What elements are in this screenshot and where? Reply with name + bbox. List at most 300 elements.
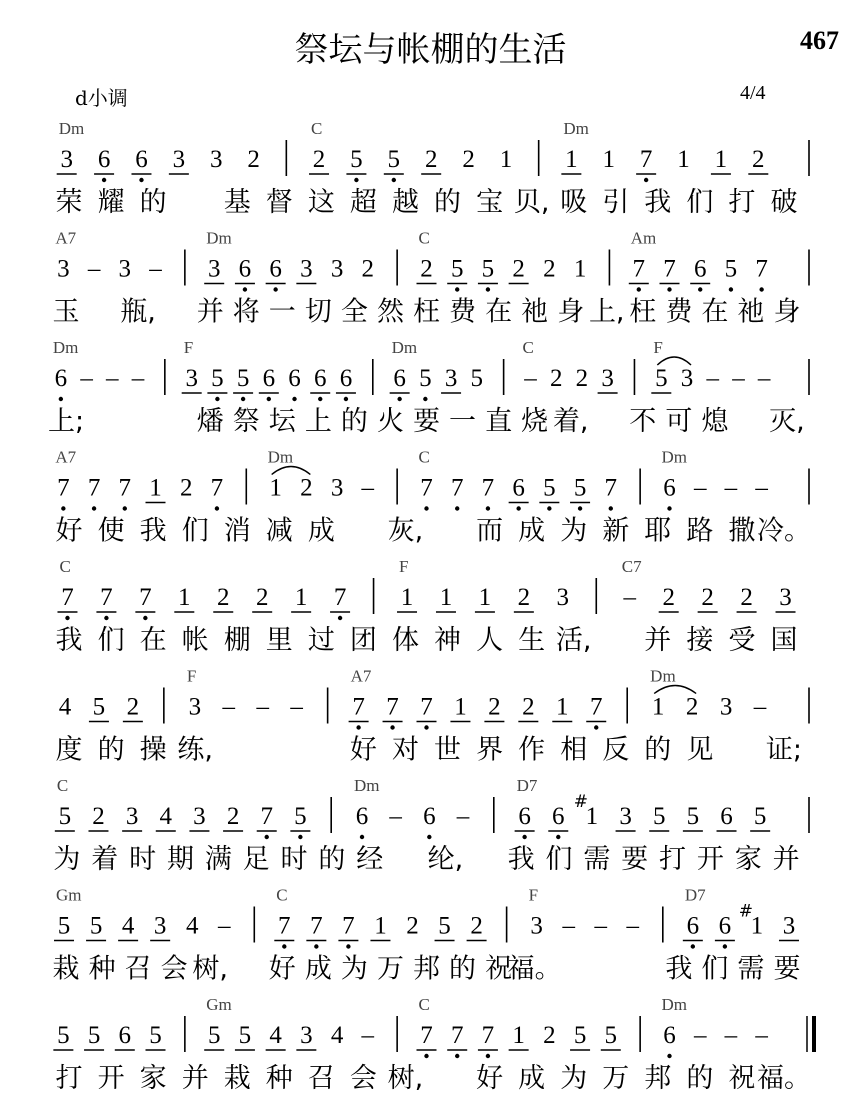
lyric-char: 见 (686, 734, 714, 766)
low-octave-dot (143, 616, 147, 620)
dash-note: – (524, 365, 537, 392)
note-digit: 5 (481, 255, 495, 283)
note-digit: 5 (149, 1022, 162, 1049)
lyric-char: 直 (485, 406, 513, 437)
hymn-number: 467 (800, 26, 839, 55)
chord-symbol: Dm (661, 995, 687, 1014)
lyric-char: 万 (602, 1063, 630, 1094)
note-digit: 2 (522, 693, 535, 721)
lyric-char: 召 (124, 953, 152, 985)
note-digit: 4 (269, 1022, 282, 1049)
note-digit: 6 (355, 803, 369, 830)
note-digit: 7 (342, 912, 355, 940)
note-digit: 2 (685, 693, 699, 721)
lyric-char: 的 (434, 187, 462, 218)
note-digit: 2 (126, 693, 140, 721)
lyric-char: 相 (560, 734, 588, 766)
note-digit: 2 (424, 146, 438, 173)
chord-symbol: F (399, 557, 409, 576)
note-digit: 2 (312, 146, 326, 173)
lyric-char: 引 (602, 187, 630, 218)
note-digit: 7 (352, 693, 365, 721)
low-octave-dot (65, 616, 69, 620)
chord-symbol: C (418, 447, 430, 467)
lyric-char: 帐 (181, 625, 209, 656)
note-digit: 6 (718, 912, 732, 940)
lyric-char: 需 (737, 953, 765, 985)
note-digit: 3 (125, 803, 139, 830)
dash-note: – (755, 1022, 768, 1049)
lyric-char: 种 (88, 953, 116, 985)
lyric-char: 枉 (629, 296, 657, 328)
chord-symbol: Dm (206, 228, 232, 248)
chord-symbol: Dm (650, 666, 676, 686)
note-digit: 2 (255, 584, 269, 611)
note-digit: 3 (172, 146, 186, 173)
note-digit: 5 (57, 912, 71, 940)
note-digit: 5 (604, 1022, 618, 1049)
lyric-char: 的 (340, 406, 368, 437)
note-digit: 7 (589, 693, 603, 721)
lyric-char: 树, (192, 953, 229, 985)
low-octave-dot (61, 506, 65, 510)
lyric-char: 而 (476, 515, 504, 547)
note-digit: 7 (210, 474, 224, 502)
note-digit: 7 (260, 803, 273, 830)
low-octave-dot (282, 944, 286, 948)
chord-symbol: Dm (563, 119, 589, 138)
lyric-char: 时 (129, 844, 157, 875)
note-digit: 7 (755, 255, 768, 283)
chord-symbol: C (59, 557, 71, 576)
slur (654, 686, 696, 694)
note-digit: 6 (97, 146, 111, 173)
lyric-char: 为 (560, 1063, 588, 1094)
low-octave-dot (318, 397, 322, 401)
lyric-char: 们 (545, 844, 573, 875)
note-digit: 6 (262, 365, 276, 392)
low-octave-dot (392, 178, 396, 182)
low-octave-dot (265, 835, 269, 839)
low-octave-dot (424, 725, 428, 729)
lyric-char: 身 (557, 296, 585, 328)
final-bar-thick (812, 1016, 816, 1052)
low-octave-dot (455, 1054, 459, 1058)
low-octave-dot (594, 725, 598, 729)
lyric-char: 家 (734, 844, 762, 875)
chord-symbol: D7 (684, 885, 706, 905)
note-digit: 5 (450, 255, 464, 283)
lyric-char: 好 (349, 734, 377, 766)
note-digit: 5 (89, 912, 103, 940)
chord-symbol: F (183, 338, 194, 357)
lyric-char: 一 (268, 296, 296, 328)
lyric-char: 活, (555, 625, 592, 656)
dash-note: – (256, 693, 269, 721)
lyric-char: 祝 (485, 953, 513, 985)
note-digit: 1 (478, 584, 492, 611)
lyric-char: 里 (265, 625, 293, 656)
dash-note: – (724, 1022, 738, 1049)
dash-note: – (87, 255, 101, 283)
lyric-char: 并 (772, 844, 800, 875)
lyric-char: 并 (181, 1063, 209, 1094)
note-digit: 3 (300, 1022, 313, 1049)
lyric-char: 祂 (737, 296, 765, 328)
lyric-char: 荣 (55, 187, 83, 218)
lyric-char: 度 (55, 734, 83, 766)
lyric-char: 在 (701, 296, 729, 328)
low-octave-dot (123, 506, 127, 510)
dash-note: – (732, 365, 745, 392)
note-digit: 7 (639, 146, 653, 173)
dash-note: – (149, 255, 162, 283)
note-digit: 3 (153, 912, 167, 940)
chord-symbol: Gm (206, 995, 232, 1014)
note-digit: 6 (269, 255, 282, 283)
low-octave-dot (522, 835, 526, 839)
dash-note: – (755, 474, 768, 502)
note-digit: 2 (179, 474, 193, 502)
dash-note: – (594, 912, 607, 940)
note-digit: 4 (330, 1022, 344, 1049)
note-digit: 2 (517, 584, 531, 611)
lyric-char: 人 (476, 625, 504, 656)
dash-note: – (757, 365, 771, 392)
low-octave-dot (516, 506, 520, 510)
low-octave-dot (292, 397, 296, 401)
key-signature: d小调 (75, 86, 128, 110)
note-digit: 1 (677, 146, 690, 173)
low-octave-dot (267, 397, 271, 401)
chord-symbol: F (186, 666, 197, 686)
low-octave-dot (486, 506, 490, 510)
note-digit: 3 (619, 803, 632, 830)
note-digit: 6 (663, 1022, 676, 1049)
lyric-char: 需 (583, 844, 611, 875)
note-digit: 3 (57, 255, 70, 283)
note-digit: 6 (135, 146, 148, 173)
lyric-char: 并 (196, 296, 224, 328)
note-digit: 1 (556, 693, 569, 721)
lyric-char: 开 (696, 844, 724, 875)
note-digit: 3 (207, 255, 221, 283)
note-digit: 5 (753, 803, 767, 830)
low-octave-dot (243, 287, 247, 291)
low-octave-dot (427, 835, 431, 839)
lyric-char: 撒 (728, 515, 756, 547)
dash-note: – (361, 1022, 375, 1049)
note-digit: 5 (294, 803, 307, 830)
note-digit: 6 (693, 255, 707, 283)
dash-note: – (562, 912, 575, 940)
lyric-char: 成 (518, 1063, 546, 1094)
low-octave-dot (298, 835, 302, 839)
note-digit: 5 (350, 146, 363, 173)
dash-note: – (361, 474, 375, 502)
low-octave-dot (346, 944, 350, 948)
dash-note: – (290, 693, 303, 721)
note-digit: 1 (439, 584, 453, 611)
lyric-char: 纶, (427, 844, 464, 875)
lyric-char: 新 (602, 515, 630, 547)
lyric-char: 全 (340, 296, 368, 328)
note-digit: 6 (686, 912, 700, 940)
note-digit: 5 (87, 1022, 101, 1049)
dash-note: – (80, 365, 93, 392)
note-digit: 6 (393, 365, 406, 392)
lyric-char: 消 (223, 515, 251, 547)
chord-symbol: A7 (55, 228, 77, 248)
note-digit: 2 (575, 365, 589, 392)
note-digit: 3 (556, 584, 570, 611)
note-digit: 1 (512, 1022, 525, 1049)
lyric-char: 团 (349, 625, 377, 656)
lyric-char: 并 (644, 625, 672, 656)
lyric-char: 祭 (232, 406, 260, 437)
lyric-char: 将 (232, 296, 260, 328)
lyric-char: 家 (139, 1063, 167, 1094)
lyric-char: 身 (773, 296, 801, 328)
chord-symbol: Am (630, 228, 657, 248)
dash-note: – (106, 365, 119, 392)
lyric-char: 玉 (52, 296, 80, 328)
lyric-char: 为 (340, 953, 368, 985)
time-signature: 4/4 (740, 82, 766, 104)
lyric-char: 福。 (756, 1063, 811, 1094)
lyric-char: 可 (665, 406, 693, 437)
note-digit: 2 (488, 693, 501, 721)
note-digit: 3 (601, 365, 614, 392)
low-octave-dot (644, 178, 648, 182)
chord-symbol: C (522, 338, 534, 357)
lyric-char: 为 (560, 515, 588, 547)
chord-symbol: C (276, 885, 288, 905)
note-digit: 5 (419, 365, 432, 392)
low-octave-dot (547, 506, 551, 510)
lyric-char: 打 (659, 844, 687, 875)
lyric-char: 枉 (413, 296, 440, 328)
note-digit: 1 (714, 146, 728, 173)
lyric-char: 的 (139, 187, 167, 218)
lyric-char: 世 (434, 734, 462, 766)
note-digit: 7 (481, 1022, 495, 1049)
lyric-char: 们 (181, 515, 209, 547)
note-digit: 3 (193, 803, 206, 830)
note-digit: 7 (481, 474, 495, 502)
note-digit: 7 (57, 474, 70, 502)
low-octave-dot (424, 506, 428, 510)
low-octave-dot (92, 506, 96, 510)
note-digit: 6 (552, 803, 565, 830)
note-digit: 2 (701, 584, 714, 611)
sharp-sign: # (738, 901, 754, 922)
lyric-char: 福。 (507, 953, 562, 985)
lyric-char: 界 (476, 734, 504, 766)
note-digit: 6 (118, 1022, 132, 1049)
lyric-char: 练, (177, 734, 213, 766)
lyric-char: 栽 (223, 1063, 251, 1094)
slur (272, 467, 311, 475)
note-digit: 7 (87, 474, 101, 502)
note-digit: 7 (139, 584, 152, 611)
low-octave-dot (691, 944, 695, 948)
note-digit: 1 (602, 146, 615, 173)
lyric-char: 我 (55, 625, 83, 656)
note-digit: 7 (118, 474, 132, 502)
lyric-char: 要 (413, 406, 440, 437)
low-octave-dot (215, 397, 219, 401)
note-digit: 5 (724, 255, 738, 283)
chord-symbol: C (311, 119, 323, 138)
note-digit: 6 (238, 255, 252, 283)
low-octave-dot (729, 287, 733, 291)
lyric-char: 好 (268, 953, 296, 985)
lyric-char: 在 (485, 296, 513, 328)
lyric-char: 树, (387, 1063, 424, 1094)
lyric-char: 燔 (196, 406, 224, 437)
chord-symbol: Gm (56, 885, 82, 905)
dash-note: – (753, 693, 767, 721)
note-digit: 7 (278, 912, 291, 940)
dash-note: – (456, 803, 470, 830)
lyric-char: 越 (391, 187, 419, 218)
note-digit: 5 (573, 1022, 587, 1049)
note-digit: 5 (686, 803, 700, 830)
dash-note: – (626, 912, 640, 940)
lyric-char: 烧 (521, 406, 549, 437)
lyric-char: 开 (97, 1063, 125, 1094)
note-digit: 3 (782, 912, 796, 940)
lyric-char: 打 (55, 1063, 83, 1094)
lyric-char: 万 (376, 953, 404, 985)
low-octave-dot (637, 287, 641, 291)
low-octave-dot (215, 506, 219, 510)
note-digit: 5 (211, 365, 224, 392)
low-octave-dot (424, 1054, 428, 1058)
low-octave-dot (344, 397, 348, 401)
lyric-char: 耀 (97, 187, 125, 218)
lyric-char: 接 (686, 625, 714, 656)
low-octave-dot (667, 1054, 671, 1058)
note-digit: 1 (454, 693, 467, 721)
lyric-char: 满 (204, 844, 232, 875)
lyric-char: 要 (773, 953, 801, 985)
lyric-char: 好 (55, 515, 83, 547)
lyric-char: 基 (223, 187, 251, 218)
low-octave-dot (314, 944, 318, 948)
lyric-char: 火 (376, 406, 404, 437)
dash-note: – (131, 365, 145, 392)
lyric-char: 们 (97, 625, 125, 656)
lyric-char: 路 (686, 515, 714, 547)
note-digit: 5 (438, 912, 451, 940)
note-digit: 1 (400, 584, 414, 611)
lyric-char: 要 (621, 844, 649, 875)
low-octave-dot (397, 397, 401, 401)
note-digit: 3 (60, 146, 73, 173)
note-digit: 3 (719, 693, 733, 721)
chord-symbol: C (56, 776, 69, 795)
sharp-sign: # (573, 792, 589, 812)
low-octave-dot (667, 287, 671, 291)
note-digit: 6 (339, 365, 353, 392)
lyric-char: 栽 (52, 953, 80, 985)
chord-symbol: Dm (354, 776, 380, 795)
low-octave-dot (723, 944, 727, 948)
lyric-char: 操 (139, 734, 167, 766)
note-digit: 2 (543, 255, 556, 283)
note-digit: 1 (750, 912, 764, 940)
lyric-char: 灰, (387, 515, 424, 547)
lyric-char: 棚 (223, 625, 251, 656)
lyric-char: 然 (376, 296, 404, 328)
lyric-char: 体 (391, 625, 419, 656)
slur (657, 357, 691, 365)
lyric-char: 成 (307, 515, 335, 547)
lyric-char: 会 (160, 953, 188, 985)
lyric-char: 不 (629, 406, 657, 437)
low-octave-dot (338, 616, 342, 620)
note-digit: 1 (651, 693, 665, 721)
lyric-char: 熄 (701, 406, 729, 437)
lyric-char: 破 (770, 187, 798, 218)
note-digit: 7 (386, 693, 399, 721)
lyric-char: 上 (304, 406, 332, 437)
note-digit: 3 (300, 255, 313, 283)
dash-note: – (623, 584, 636, 611)
note-digit: 4 (185, 912, 199, 940)
note-digit: 1 (178, 584, 191, 611)
low-octave-dot (455, 506, 459, 510)
low-octave-dot (241, 397, 245, 401)
chord-symbol: C7 (621, 557, 642, 576)
note-digit: 1 (269, 474, 282, 502)
lyric-char: 召 (307, 1063, 335, 1094)
lyric-char: 在 (139, 625, 167, 656)
low-octave-dot (59, 397, 63, 401)
note-digit: 2 (462, 146, 475, 173)
note-digit: 7 (310, 912, 323, 940)
note-digit: 1 (374, 912, 387, 940)
lyric-char: 邦 (413, 953, 440, 985)
note-digit: 2 (549, 365, 563, 392)
note-digit: 6 (313, 365, 327, 392)
lyric-char: 我 (665, 953, 693, 985)
note-digit: 6 (720, 803, 733, 830)
note-digit: 2 (512, 255, 525, 283)
note-digit: 2 (247, 146, 260, 173)
note-digit: 6 (423, 803, 436, 830)
low-octave-dot (102, 178, 106, 182)
note-digit: 2 (92, 803, 105, 830)
note-digit: 1 (565, 146, 578, 173)
lyric-char: 宝 (476, 187, 504, 218)
note-digit: 3 (444, 365, 458, 392)
lyric-char: 耶 (644, 515, 672, 547)
note-digit: 1 (294, 584, 308, 611)
chord-symbol: C (418, 995, 430, 1014)
note-digit: 7 (450, 1022, 464, 1049)
dash-note: – (724, 474, 738, 502)
lyric-char: 会 (349, 1063, 377, 1094)
note-digit: 1 (149, 474, 162, 502)
chord-symbol: C (418, 228, 430, 248)
low-octave-dot (423, 397, 427, 401)
lyric-char: 坛 (268, 406, 296, 437)
lyric-char: 受 (728, 625, 756, 656)
lyric-char: 我 (644, 187, 672, 218)
